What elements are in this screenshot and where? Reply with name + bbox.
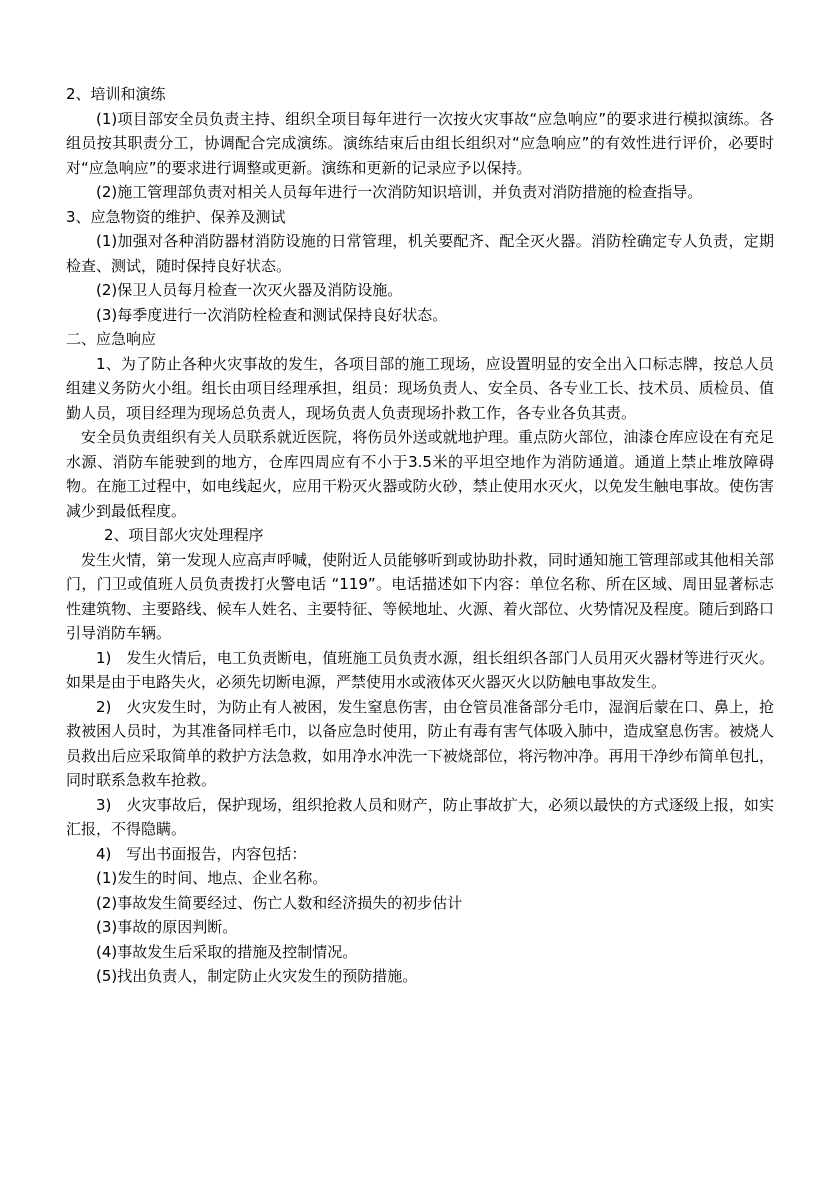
paragraph: (2)保卫人员每月检查一次灭火器及消防设施。 [96,281,403,299]
section-heading-training: 2、培训和演练 [66,85,166,103]
paragraph: 发生火情，第一发现人应高声呼喊，使附近人员能够听到或协助扑救，同时通知施工管理部或其他相关部门，门卫或值班人员负责拨打火警电话 “119”。电话描述如下内容：单位名称、所在区域、周田显著标志性建筑物、主要路线、候车人姓名、主要特征、等候地址、火源、着火部位、火势情况及程度。随后到路口引导消防车辆。 [66,550,774,642]
list-item: (2)事故发生简要经过、伤亡人数和经济损失的初步估计 [96,893,463,912]
paragraph: (1)加强对各种消防器材消防设施的日常管理，机关要配齐、配全灭火器。消防栓确定专人负责，定期检查、测试，随时保持良好状态。 [66,232,774,275]
list-item: (3)事故的原因判断。 [96,918,238,936]
list-item: (1)发生的时间、地点、企业名称。 [96,869,328,887]
paragraph: 1) 发生火情后，电工负责断电，值班施工员负责水源，组长组织各部门人员用灭火器材等进行灭火。如果是由于电路失火，必须先切断电源，严禁使用水或液体灭火器灭火以防触电事故发生。 [66,648,774,691]
paragraph: (3)每季度进行一次消防栓检查和测试保持良好状态。 [96,305,448,324]
paragraph: 2) 火灾发生时，为防止有人被困，发生窒息伤害，由仓管员准备部分毛巾，湿润后蒙在口、鼻上，抢救被困人员时，为其准备同样毛巾，以备应急时使用，防止有毒有害气体吸入肺中，造成窒息伤害。被烧人员救出后应采取简单的救护方法急救，如用净水冲洗一下被烧部位，将污物冲净。再用干净纱布简单包扎，同时联系急救车抢救。 [66,697,774,789]
document-body [66,82,774,989]
section-heading-response: 二、应急响应 [66,330,157,348]
paragraph: (1)项目部安全员负责主持、组织全项目每年进行一次按火灾事故“应急响应”的要求进行模拟演练。各组员按其职责分工，协调配合完成演练。演练结束后由组长组织对“应急响应”的有效性进行评价，必要时对“应急响应”的要求进行调整或更新。演练和更新的记录应予以保持。 [66,109,774,177]
paragraph: 1、为了防止各种火灾事故的发生，各项目部的施工现场，应设置明显的安全出入口标志牌，按总人员组建义务防火小组。组长由项目经理承担，组员：现场负责人、安全员、各专业工长、技术员、质检员、值勤人员，项目经理为现场总负责人，现场负责人负责现场扑救工作，各专业各负其责。 [66,354,774,422]
paragraph: (2)施工管理部负责对相关人员每年进行一次消防知识培训，并负责对消防措施的检查指导。 [96,183,703,201]
list-item: (4)事故发生后采取的措施及控制情况。 [96,942,358,961]
paragraph: 4) 写出书面报告，内容包括： [96,844,307,863]
subsection-heading-procedure: 2、项目部火灾处理程序 [104,526,264,544]
section-heading-materials: 3、应急物资的维护、保养及测试 [66,207,286,226]
paragraph: 安全员负责组织有关人员联系就近医院，将伤员外送或就地护理。重点防火部位，油漆仓库应设在有充足水源、消防车能驶到的地方，仓库四周应有不小于3.5米的平坦空地作为消防通道。通道上禁止堆放障碍物。在施工过程中，如电线起火，应用干粉灭火器或防火砂，禁止使用水灭火，以免发生触电事故。使伤害减少到最低程度。 [66,428,774,520]
paragraph: 3) 火灾事故后，保护现场，组织抢救人员和财产，防止事故扩大，必须以最快的方式逐级上报，如实汇报，不得隐瞒。 [66,795,774,838]
list-item: (5)找出负责人，制定防止火灾发生的预防措施。 [96,967,418,985]
